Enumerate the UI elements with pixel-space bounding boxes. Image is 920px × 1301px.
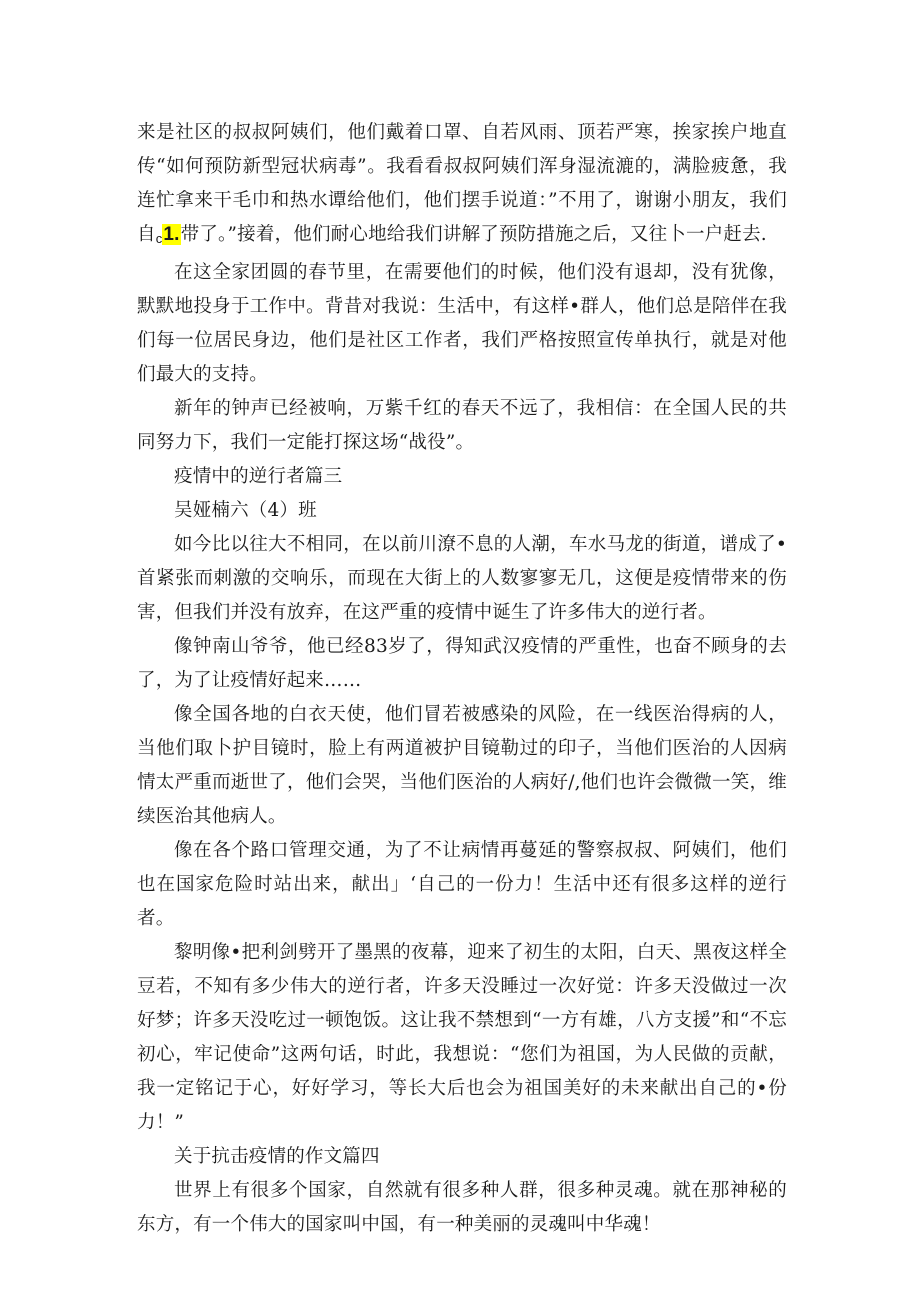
paragraph-3: 新年的钟声已经被响，万紫千红的春天不远了，我相信：在全国人民的共同努力下，我们一定能打探这场“战役”。 [137,398,787,453]
paragraph-9: 世界上有很多个国家，自然就有很多种人群，很多种灵魂。就在那神秘的东方，有一个伟大的国家叫中国，有一种美丽的灵魂叫中华魂！ [137,1180,787,1235]
paragraph-5: 像钟南山爷爷，他已经83岁了，得知武汉疫情的严重性，也奋不顾身的去了，为了让疫情好起来…… [137,636,787,691]
paragraph-1-stray-char: c [155,231,163,246]
section-heading-4: 关于抗击疫情的作文篇四 [174,1146,380,1167]
section-heading-3: 疫情中的逆行者篇三 [174,466,343,487]
paragraph-7: 像在各个路口管理交通，为了不让病情再蔓延的警察叔叔、阿姨们，他们也在国家危险时站出来，献出」‘自己的一份力！生活中还有很多这样的逆行者。 [137,840,787,929]
paragraph-2: 在这全家团圆的春节里，在需要他们的时候，他们没有退却，没有犹像，默默地投身于工作中。背昔对我说：生活中，有这样•群人，他们总是陪伴在我们每一位居民身边，他们是社区工作者，我们严格按照宣传单执行，就是对他们最大的支持。 [137,262,787,385]
highlight-mark: 1. [163,224,180,245]
paragraph-6: 像全国各地的白衣天使，他们冒若被感染的风险，在一线医治得病的人，当他们取卜护目镜时，脸上有两道被护目镜勒过的印子，当他们医治的人因病情太严重而逝世了，他们会哭，当他们医治的人病好/,他们也许会微微一笑，维续医治其他病人。 [137,704,787,827]
paragraph-8: 黎明像•把利剑劈开了墨黑的夜幕，迎来了初生的太阳，白天、黑夜这样全豆若，不知有多少伟大的逆行者，许多天没睡过一次好觉：许多天没做过一次好梦；许多天没吃过一顿饱饭。这让我不禁想到“一方有雄，八方支援”和“不忘初心，牢记使命”这两句话，时此，我想说：“您们为祖国，为人民做的贡献，我一定铭记于心，好好学习，等长大后也会为祖国美好的未来献出自己的•份力！” [137,942,787,1133]
paragraph-1-text-b: 带了。”接着，他们耐心地给我们讲解了预防措施之后，又往卜一户赶去. [180,224,767,245]
document-page [137,116,787,1242]
paragraph-1-text-a: 来是社区的叔叔阿姨们，他们戴着口罩、自若风雨、顶若严寒，挨家挨户地直传“如何预防新型冠状病毒”。我看看叔叔阿姨们浑身湿流漉的，满脸疲惫，我连忙拿来干毛巾和热水谭给他们，他们摆手说道：”不用了，谢谢小朋友，我们自 [137,122,787,245]
paragraph-1 [137,116,787,256]
paragraph-4: 如今比以往大不相同，在以前川潦不息的人潮，车水马龙的街道，谱成了•首紧张而刺激的交响乐，而现在大街上的人数寥寥无几，这便是疫情带来的伤害，但我们并没有放弃，在这严重的疫情中诞生了许多伟大的逆行者。 [137,534,787,623]
author-line: 吴娅楠六（4）班 [174,500,317,521]
